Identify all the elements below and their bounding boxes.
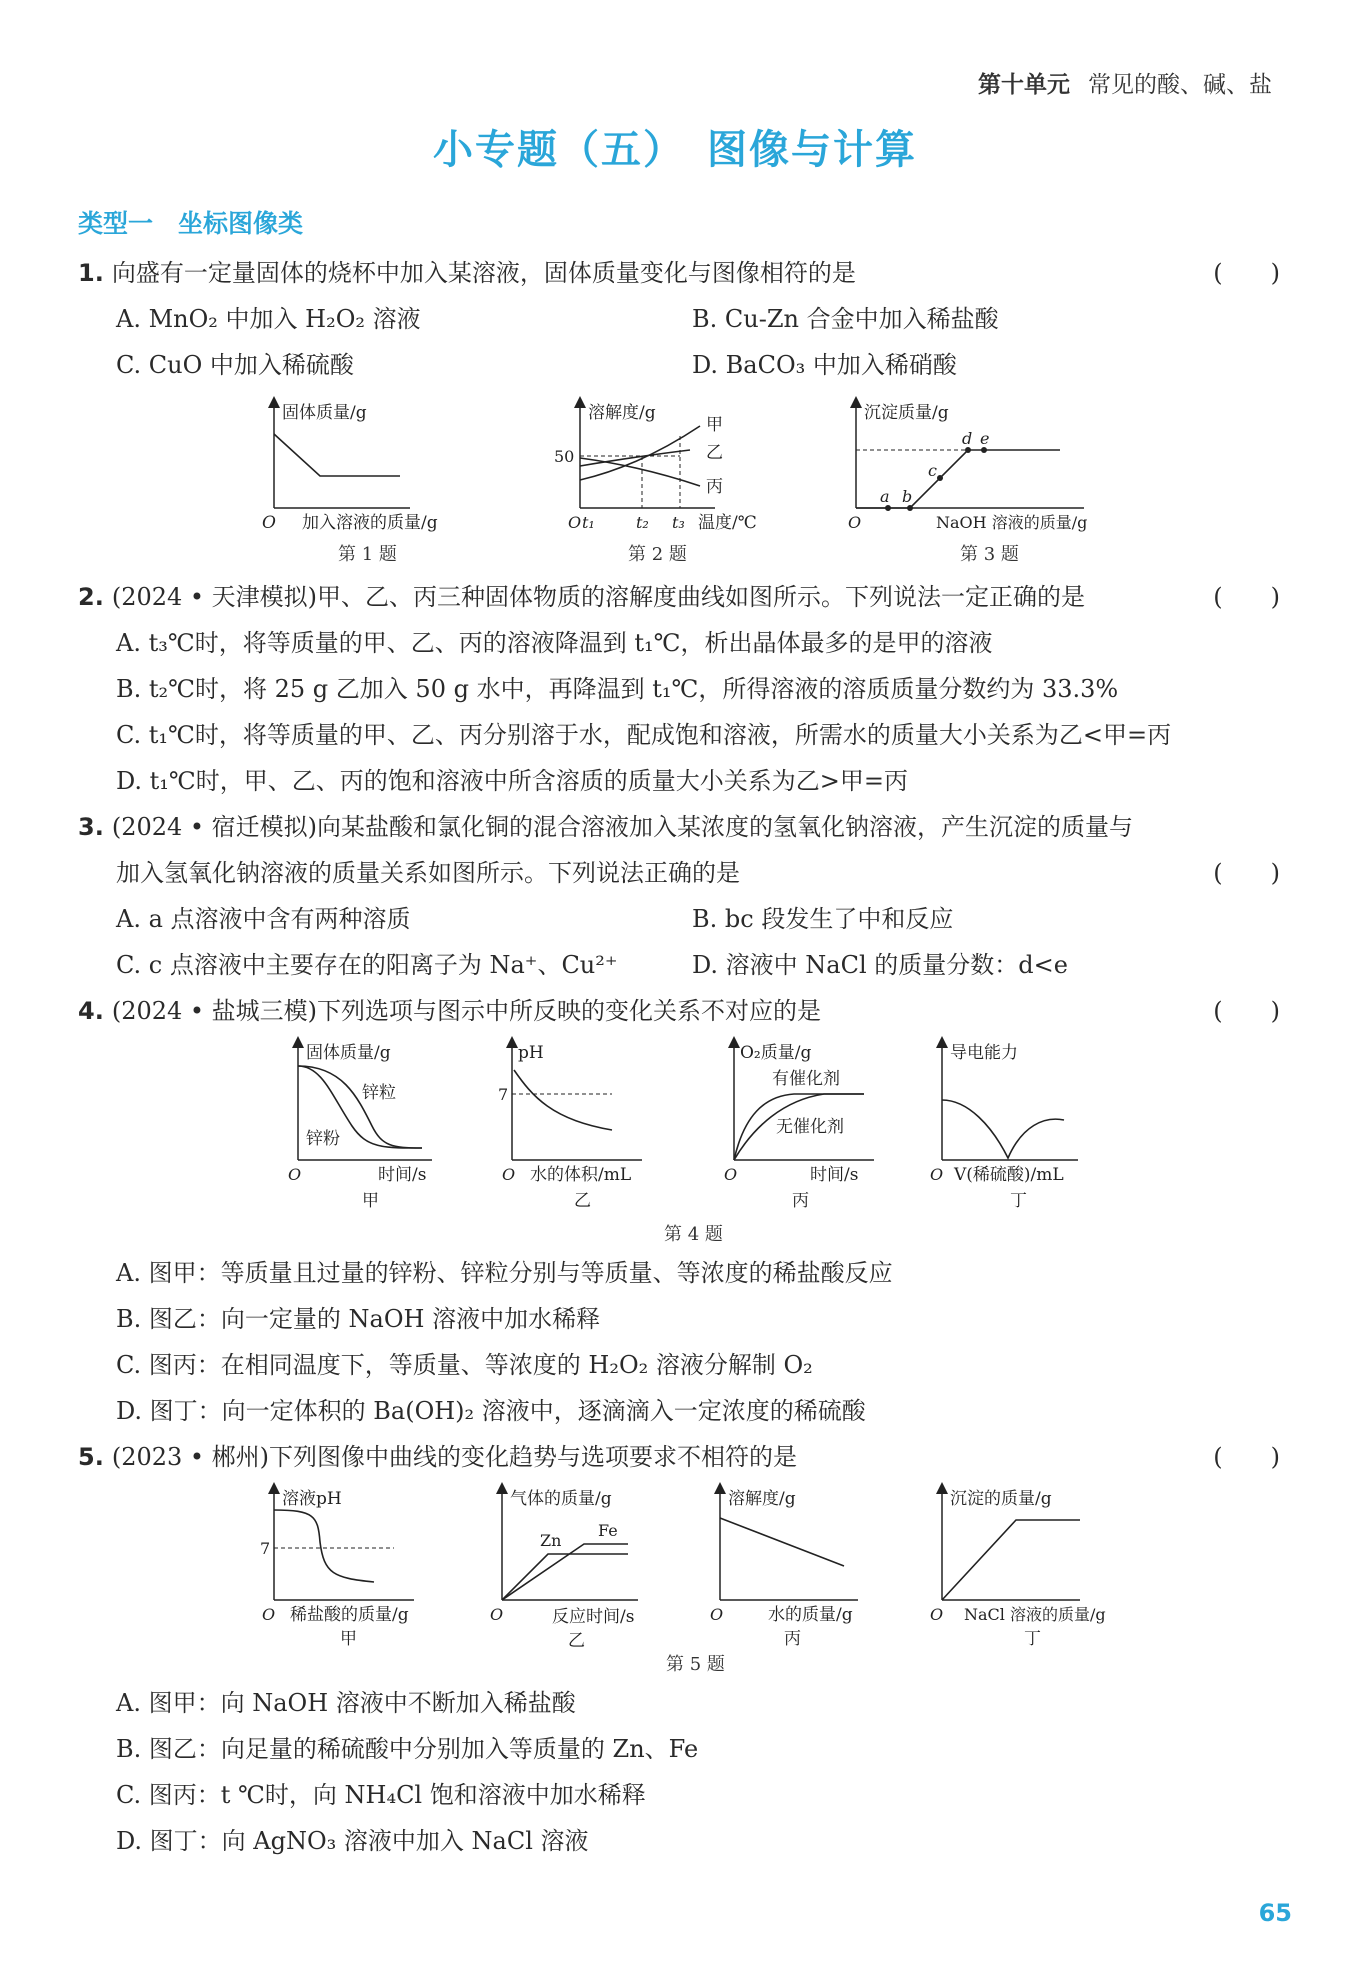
origin-label: O [490,1605,504,1624]
tick-50: 50 [554,447,575,466]
caption-q2: 第 2 题 [628,544,687,565]
label-e: e [980,429,990,448]
figure-name: 丁 [1010,1191,1027,1211]
y-label: 导电能力 [950,1043,1018,1063]
option-c: C. t₁℃时，将等质量的甲、乙、丙分别溶于水，配成饱和溶液，所需水的质量大小关系为乙<甲=丙 [116,721,1172,749]
option-a: A. MnO₂ 中加入 H₂O₂ 溶液 [116,305,421,333]
option-b: B. 图乙：向足量的稀硫酸中分别加入等质量的 Zn、Fe [116,1735,699,1763]
origin-label: O [262,1605,276,1624]
y-label: 溶解度/g [588,403,656,423]
x-label: 时间/s [810,1165,859,1185]
unit-label: 第十单元 [978,72,1070,98]
x-label: 反应时间/s [552,1607,635,1627]
origin-label: O [930,1165,944,1184]
question-5 [78,1440,1280,1474]
figure-name: 甲 [340,1629,357,1649]
option-c: C. 图丙：在相同温度下，等质量、等浓度的 H₂O₂ 溶液分解制 O₂ [116,1351,813,1379]
answer-paren: ( ) [1213,583,1280,611]
label-b: b [902,487,913,506]
x-label: V(稀硫酸)/mL [954,1165,1064,1185]
y-label: O₂质量/g [740,1043,812,1063]
answer-paren: ( ) [1213,259,1280,287]
curve [942,1520,1080,1600]
figure-name: 丁 [1024,1629,1041,1649]
question-number: 2. [78,583,104,611]
option-b: B. Cu-Zn 合金中加入稀盐酸 [692,305,999,333]
page-number: 65 [1258,1899,1292,1927]
figure-name: 丙 [784,1629,801,1649]
caption-q3: 第 3 题 [960,544,1019,565]
label-zinc-powder: 锌粉 [306,1129,340,1149]
section-title: 类型一 坐标图像类 [78,209,304,238]
x-label: NaOH 溶液的质量/g [936,513,1088,532]
curve-bing [580,458,700,486]
option-a: A. a 点溶液中含有两种溶质 [116,905,411,933]
page-title: 小专题（五） 图像与计算 [433,127,917,173]
option-a: A. t₃℃时，将等质量的甲、乙、丙的溶液降温到 t₁℃，析出晶体最多的是甲的溶液 [116,629,993,657]
tick-t3: t₃ [672,513,685,532]
y-label: pH [518,1043,544,1063]
curve [514,1070,612,1130]
option-d: D. t₁℃时，甲、乙、丙的饱和溶液中所含溶质的质量大小关系为乙>甲=丙 [116,767,908,795]
question-stem: 向盛有一定量固体的烧杯中加入某溶液，固体质量变化与图像相符的是 [111,259,856,287]
question-number: 5. [78,1443,104,1471]
x-label: 时间/s [378,1165,427,1185]
series-bing: 丙 [706,477,723,497]
page-header [978,66,1272,99]
figure-q5-yi [488,1482,678,1652]
tick-7: 7 [498,1085,509,1104]
figure-name: 乙 [574,1191,591,1211]
question-stem-2: 加入氢氧化钠溶液的质量关系如图所示。下列说法正确的是 [116,859,740,887]
y-label: 溶液pH [282,1489,342,1509]
label-no-catalyst: 无催化剂 [776,1117,844,1137]
question-number: 1. [78,259,104,287]
question-number: 3. [78,813,104,841]
label-c: c [928,461,937,480]
origin-label: O [262,513,276,533]
curve-fe [502,1544,628,1600]
x-label: 温度/℃ [698,513,757,533]
y-label: 沉淀质量/g [864,403,949,423]
figure-q3 [844,396,1144,541]
origin-label: O [724,1165,738,1184]
x-label: NaCl 溶液的质量/g [964,1605,1106,1624]
caption-q1: 第 1 题 [338,544,397,565]
y-label: 溶解度/g [728,1489,796,1509]
option-a: A. 图甲：等质量且过量的锌粉、锌粒分别与等质量、等浓度的稀盐酸反应 [116,1259,893,1287]
label-zinc-granule: 锌粒 [362,1083,396,1103]
option-d: D. 图丁：向一定体积的 Ba(OH)₂ 溶液中，逐滴滴入一定浓度的稀硫酸 [116,1397,866,1425]
figure-q5-ding [930,1482,1140,1652]
y-label: 固体质量/g [282,403,367,423]
figure-q4-jia [282,1036,462,1216]
option-b: B. 图乙：向一定量的 NaOH 溶液中加水稀释 [116,1305,601,1333]
series-yi: 乙 [706,443,723,463]
question-stem: (2023 • 郴州)下列图像中曲线的变化趋势与选项要求不相符的是 [111,1443,798,1471]
label-zn: Zn [540,1531,562,1550]
curve-jia [580,426,700,480]
question-2 [78,580,1280,614]
x-label: 水的质量/g [768,1605,853,1625]
tick-t2: t₂ [636,513,649,532]
origin-label: O [502,1165,516,1184]
option-d: D. BaCO₃ 中加入稀硝酸 [692,351,957,379]
curve [274,434,400,476]
option-d: D. 溶液中 NaCl 的质量分数：d<e [692,951,1068,979]
option-c: C. CuO 中加入稀硫酸 [116,351,354,379]
question-3-line2 [116,856,1280,890]
tick-t1: t₁ [582,513,595,532]
question-number: 4. [78,997,104,1025]
figure-q4-bing [724,1036,914,1216]
y-label: 固体质量/g [306,1043,391,1063]
y-label: 沉淀的质量/g [950,1489,1052,1509]
origin-label: O [848,513,862,532]
caption-q4: 第 4 题 [664,1224,723,1245]
origin-label: O [288,1165,302,1184]
answer-paren: ( ) [1213,859,1280,887]
caption-q5: 第 5 题 [666,1654,725,1675]
option-a: A. 图甲：向 NaOH 溶液中不断加入稀盐酸 [116,1689,576,1717]
question-3 [78,810,1280,844]
origin-label: O [568,513,582,532]
label-catalyst: 有催化剂 [772,1069,840,1089]
curve [942,1100,1064,1158]
figure-q2 [540,396,780,541]
curve-zn [502,1554,628,1600]
option-c: C. c 点溶液中主要存在的阳离子为 Na⁺、Cu²⁺ [116,951,618,979]
figure-name: 甲 [362,1191,379,1211]
question-stem: (2024 • 盐城三模)下列选项与图示中所反映的变化关系不对应的是 [111,997,822,1025]
unit-topic: 常见的酸、碱、盐 [1088,72,1272,98]
figure-q4-yi [492,1036,682,1216]
tick-7: 7 [260,1539,271,1558]
figure-q1 [260,396,480,541]
origin-label: O [710,1605,724,1624]
x-label: 稀盐酸的质量/g [290,1605,409,1625]
figure-q5-jia [254,1482,454,1652]
question-stem: (2024 • 天津模拟)甲、乙、丙三种固体物质的溶解度曲线如图所示。下列说法一定正确的是 [111,583,1086,611]
option-c: C. 图丙：t ℃时，向 NH₄Cl 饱和溶液中加水稀释 [116,1781,646,1809]
curve [274,1510,374,1582]
point-c [937,475,943,481]
answer-paren: ( ) [1213,1443,1280,1471]
option-b: B. t₂℃时，将 25 g 乙加入 50 g 水中，再降温到 t₁℃，所得溶液的溶质质量分数约为 33.3% [116,675,1119,703]
option-d: D. 图丁：向 AgNO₃ 溶液中加入 NaCl 溶液 [116,1827,589,1855]
series-jia: 甲 [706,415,723,435]
question-1 [78,256,1280,290]
label-a: a [880,487,890,506]
figure-q4-ding [928,1036,1118,1216]
figure-q5-bing [708,1482,898,1652]
curve [720,1518,844,1566]
question-stem: (2024 • 宿迁模拟)向某盐酸和氯化铜的混合溶液加入某浓度的氢氧化钠溶液，产生沉淀的质量与 [111,813,1134,841]
figure-name: 丙 [792,1191,809,1211]
answer-paren: ( ) [1213,997,1280,1025]
label-d: d [962,429,973,448]
x-label: 加入溶液的质量/g [302,513,438,533]
y-label: 气体的质量/g [510,1489,612,1509]
origin-label: O [930,1605,944,1624]
option-b: B. bc 段发生了中和反应 [692,905,954,933]
figure-name: 乙 [568,1631,585,1651]
curve-yi [580,450,690,466]
x-label: 水的体积/mL [530,1165,632,1185]
question-4 [78,994,1280,1028]
label-fe: Fe [598,1521,618,1540]
